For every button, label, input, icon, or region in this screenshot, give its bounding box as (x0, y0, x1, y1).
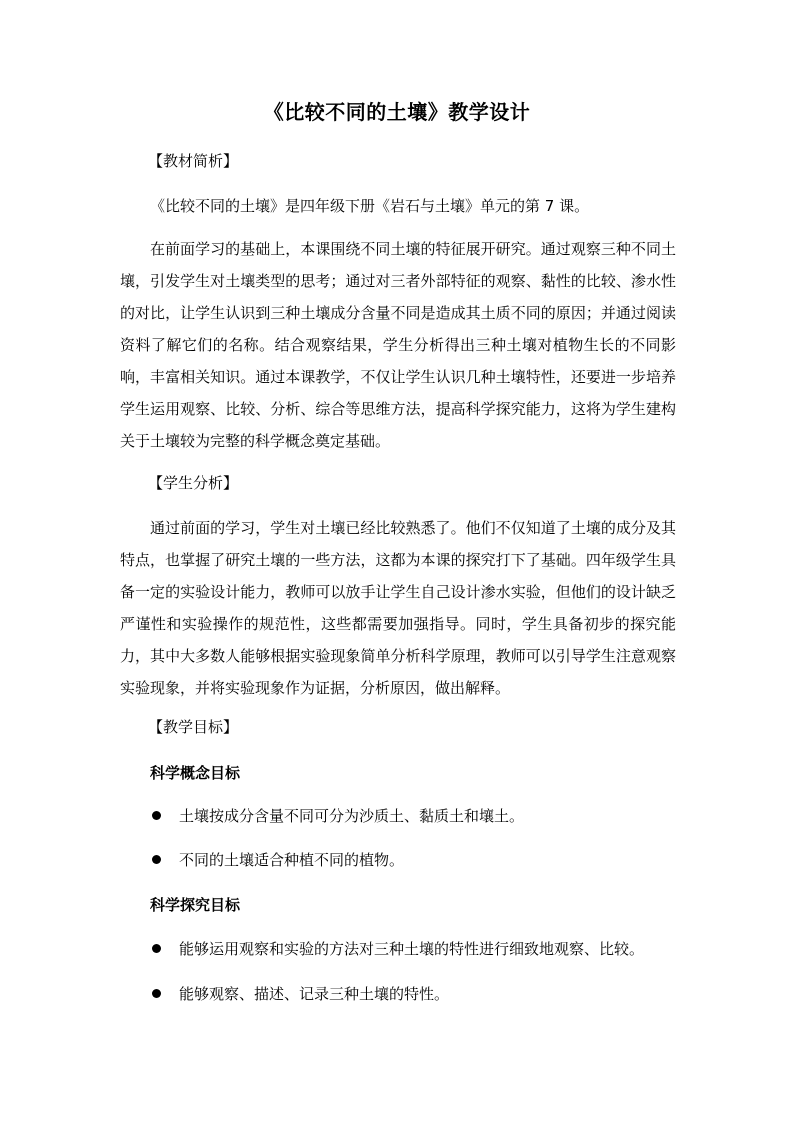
list-item (152, 983, 449, 1004)
list-item-text: 土壤按成分含量不同可分为沙质土、黏质土和壤土。 (179, 807, 525, 825)
sub-heading-concept-goals: 科学概念目标 (150, 764, 241, 782)
list-item-text: 不同的土壤适合种植不同的植物。 (179, 851, 405, 869)
sub-heading-inquiry-goals: 科学探究目标 (150, 896, 241, 914)
list-item-text: 能够运用观察和实验的方法对三种土壤的特性进行细致地观察、比较。 (179, 940, 645, 958)
paragraph-textbook-intro (120, 190, 676, 222)
section-heading-student-analysis: 【学生分析】 (148, 474, 239, 492)
list-item (152, 849, 404, 870)
list-item (152, 805, 524, 826)
bullet-icon (152, 989, 161, 998)
bullet-icon (152, 855, 161, 864)
bullet-icon (152, 944, 161, 953)
section-heading-teaching-goals: 【教学目标】 (148, 718, 239, 736)
list-item-text: 能够观察、描述、记录三种土壤的特性。 (179, 985, 450, 1003)
section-heading-textbook-analysis: 【教材简析】 (148, 152, 239, 170)
paragraph-text: 通过前面的学习，学生对土壤已经比较熟悉了。他们不仅知道了土壤的成分及其特点，也掌握了研究土壤的一些方法，这都为本课的探究打下了基础。四年级学生具备一定的实验设计能力，教师可以放手让学生自己设计渗水实验，但他们的设计缺乏严谨性和实验操作的规范性，这些都需要加强指导。同时，学生具备初步的探究能力，其中大多数人能够根据实验现象简单分析科学原理，教师可以引导学生注意观察实验现象，并将实验现象作为证据，分析原因，做出解释。 (120, 519, 676, 697)
paragraph-text: 在前面学习的基础上，本课围绕不同土壤的特征展开研究。通过观察三种不同土壤，引发学生对土壤类型的思考；通过对三者外部特征的观察、黏性的比较、渗水性的对比，让学生认识到三种土壤成分含量不同是造成其土质不同的原因；并通过阅读资料了解它们的名称。结合观察结果，学生分析得出三种土壤对植物生长的不同影响，丰富相关知识。通过本课教学，不仅让学生认识几种土壤特性，还要进一步培养学生运用观察、比较、分析、综合等思维方法，提高科学探究能力，这将为学生建构关于土壤较为完整的科学概念奠定基础。 (120, 240, 676, 450)
bullet-icon (152, 811, 161, 820)
paragraph-text: 《比较不同的土壤》是四年级下册《岩石与土壤》单元的第 7 课。 (150, 197, 590, 215)
paragraph-student-analysis (120, 512, 676, 704)
document-title: 《比较不同的土壤》教学设计 (263, 100, 531, 124)
list-item (152, 938, 644, 959)
paragraph-textbook-detail (120, 233, 676, 457)
